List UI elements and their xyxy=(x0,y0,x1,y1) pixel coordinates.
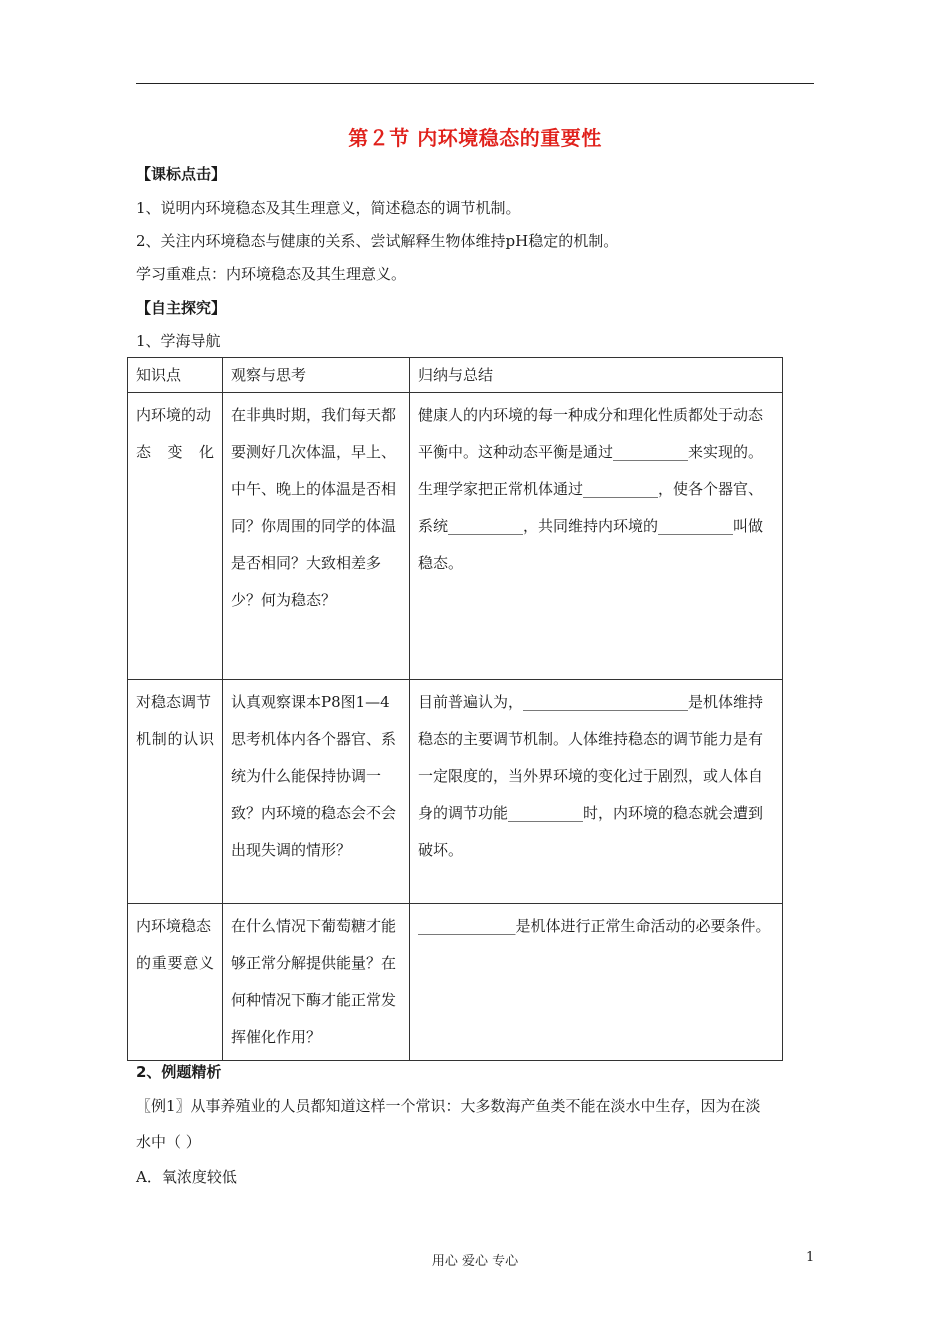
table-row xyxy=(128,904,783,1061)
column-header: 观察与思考 xyxy=(223,358,410,393)
example-question-line-1: 〖例1〗从事养殖业的人员都知道这样一个常识：大多数海产鱼类不能在淡水中生存，因为在淡 xyxy=(136,1097,761,1115)
section-heading-standards: 【课标点击】 xyxy=(136,165,227,183)
summary-cell: 健康人的内环境的每一种成分和理化性质都处于动态平衡中。这种动态平衡是通过__________来实现的。生理学家把正常机体通过__________，使各个器官、系统__________，共同维持内环境的__________叫做稳态。 xyxy=(410,393,783,680)
standard-item-1: 1、说明内环境稳态及其生理意义，简述稳态的调节机制。 xyxy=(136,199,521,217)
topic-cell: 内环境的动态变化 xyxy=(128,393,223,680)
example-question-line-2: 水中（ ） xyxy=(136,1133,201,1151)
question-cell: 在什么情况下葡萄糖才能够正常分解提供能量？在何种情况下酶才能正常发挥催化作用？ xyxy=(223,904,410,1061)
key-points: 学习重难点：内环境稳态及其生理意义。 xyxy=(136,265,407,283)
summary-cell: 目前普遍认为，______________________是机体维持稳态的主要调节机制。人体维持稳态的调节能力是有一定限度的，当外界环境的变化过于剧烈，或人体自身的调节功能__________时，内环境的稳态就会遭到破坏。 xyxy=(410,680,783,904)
column-header: 知识点 xyxy=(128,358,223,393)
question-cell: 认真观察课本P8图1—4思考机体内各个器官、系统为什么能保持协调一致？内环境的稳态会不会出现失调的情形？ xyxy=(223,680,410,904)
table-row xyxy=(128,680,783,904)
subsection-examples: 2、例题精析 xyxy=(136,1063,222,1081)
page-title: 第２节 内环境稳态的重要性 xyxy=(348,126,602,150)
summary-cell: _____________是机体进行正常生命活动的必要条件。 xyxy=(410,904,783,1061)
study-guide-table xyxy=(127,357,783,1061)
column-header: 归纳与总结 xyxy=(410,358,783,393)
standard-item-2: 2、关注内环境稳态与健康的关系、尝试解释生物体维持pH稳定的机制。 xyxy=(136,232,619,250)
section-heading-explore: 【自主探究】 xyxy=(136,299,227,317)
table-header-row xyxy=(128,358,783,393)
page-footer: 用心 爱心 专心 xyxy=(431,1254,519,1269)
page-number: 1 xyxy=(806,1250,815,1265)
question-cell: 在非典时期，我们每天都要测好几次体温，早上、中午、晚上的体温是否相同？你周围的同学的体温是否相同？大致相差多少？何为稳态？ xyxy=(223,393,410,680)
table-row xyxy=(128,393,783,680)
topic-cell: 对稳态调节机制的认识 xyxy=(128,680,223,904)
subsection-guide: 1、学海导航 xyxy=(136,332,221,350)
header-rule xyxy=(136,83,814,84)
option-a: A．氧浓度较低 xyxy=(136,1168,237,1186)
topic-cell: 内环境稳态的重要意义 xyxy=(128,904,223,1061)
